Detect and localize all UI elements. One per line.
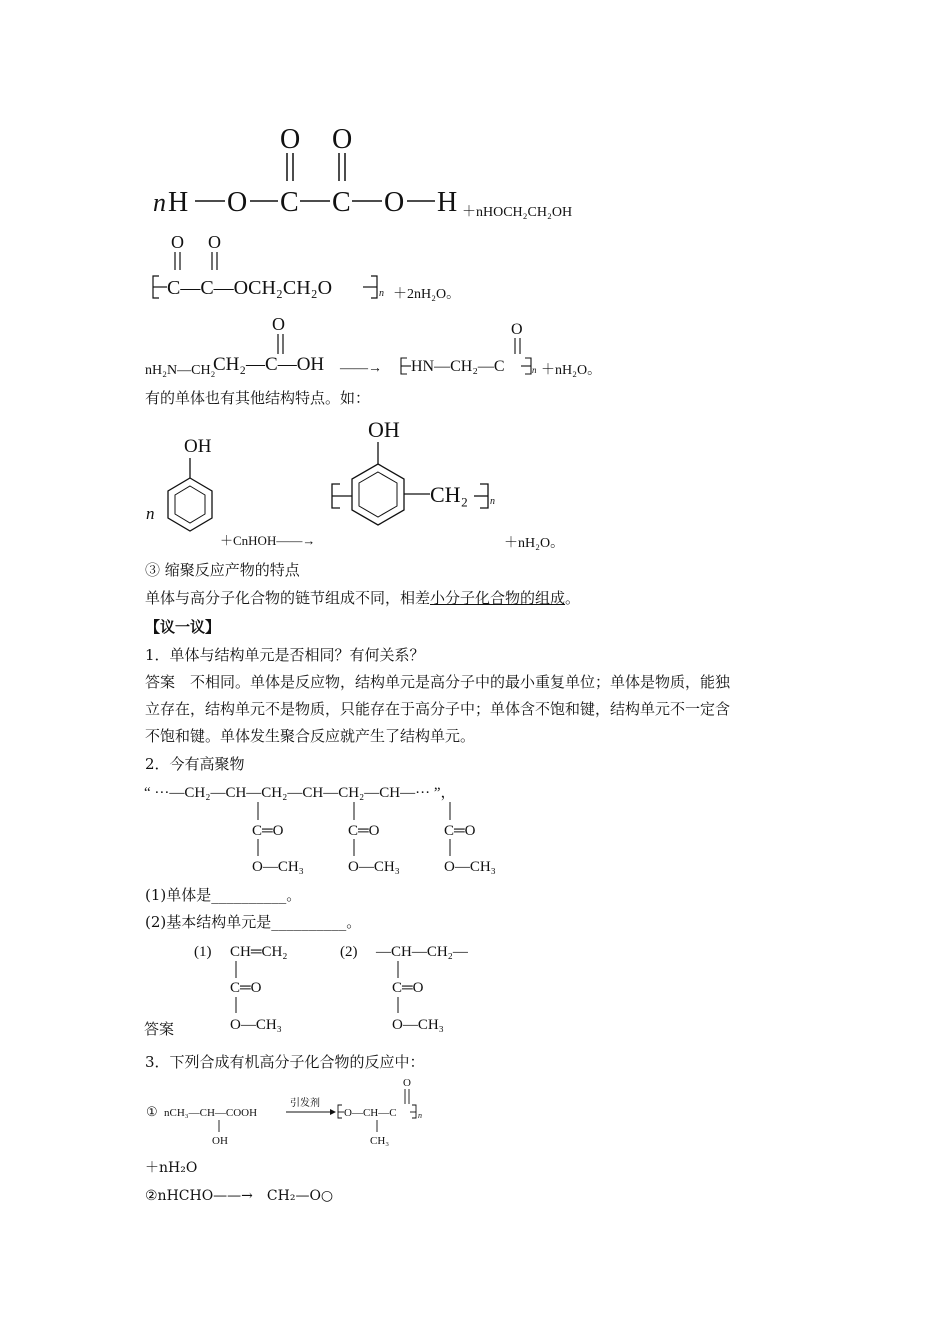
reaction3: [140, 412, 600, 557]
reaction2: [145, 312, 625, 382]
q2-och3-2: O—CH₃: [348, 859, 400, 875]
q3-item2: ②nHCHO——→ CH₂—O○: [145, 1188, 334, 1204]
q2-och3-3: O—CH₃: [444, 859, 496, 875]
reaction1-atom-h1: H: [168, 187, 189, 218]
q2-ans2-co: C═O: [392, 980, 424, 996]
q2-co-2: C═O: [348, 823, 380, 839]
point3-text-underlined: 小分子化合物的组成: [430, 589, 566, 607]
reaction3-ch2: CH₂: [430, 482, 469, 507]
product1-body: C—C—OCH₂CH₂O: [167, 277, 333, 299]
note-other-structures: 有的单体也有其他结构特点。如：: [145, 389, 371, 407]
reaction1-atom-c2: C: [332, 187, 351, 218]
reaction2-product: HN—CH₂—C: [411, 358, 505, 375]
q2-ans1-top: CH═CH₂: [230, 944, 288, 960]
q3-question: 3．下列合成有机高分子化合物的反应中：: [145, 1053, 425, 1071]
q3-item1-lhs: nCH₃—CH—COOH: [164, 1107, 258, 1119]
q2-polymer-chain: “ ···—CH₂—CH—CH₂—CH—CH₂—CH—··· ”，: [144, 785, 456, 801]
q2-polymer: [140, 778, 560, 883]
reaction1-atom-h2: H: [437, 187, 458, 218]
reaction1-atom-o1: O: [227, 187, 248, 218]
reaction1-n: n: [153, 188, 166, 217]
q2-och3-1: O—CH₃: [252, 859, 304, 875]
q3-item1-o: O: [403, 1077, 411, 1089]
point3-text-before: 单体与高分子化合物的链节组成不同，相差: [145, 589, 431, 607]
q3-item1-label: ①: [146, 1104, 158, 1119]
point3-text: [145, 588, 580, 608]
reaction1-carbonyl-o1: O: [280, 124, 301, 155]
q3-item1-tail: ＋nH₂O: [145, 1160, 198, 1176]
reaction3-reagent: ＋CnHOH——→: [220, 533, 316, 548]
q1-question: 1．单体与结构单元是否相同？有何关系？: [145, 646, 425, 664]
q2-answer-label: 答案: [144, 1022, 175, 1038]
q2-co-3: C═O: [444, 823, 476, 839]
reaction2-lhs: nH₂N—CH₂: [145, 363, 216, 378]
product1-n: n: [379, 288, 384, 299]
q3-item1-n: n: [418, 1111, 422, 1120]
q3-item1-catalyst: 引发剂: [290, 1098, 320, 1109]
reaction1-reactants: [150, 120, 630, 230]
reaction3-n: n: [146, 504, 155, 523]
q2-ans2-och3: O—CH₃: [392, 1017, 444, 1033]
q1-answer-line2: 立存在，结构单元不是物质，只能存在于高分子中；单体含不饱和键，结构单元不一定含: [145, 700, 731, 718]
reaction2-carbonyl-o: O: [272, 314, 285, 334]
point3-title: ③ 缩聚反应产物的特点: [145, 561, 300, 579]
reaction2-product-o: O: [511, 321, 523, 338]
q3-item1-oh: OH: [212, 1135, 228, 1147]
q1-answer-line3: 不饱和键。单体发生聚合反应就产生了结构单元。: [145, 727, 476, 745]
product-ring: [352, 464, 404, 525]
reaction3-tail: ＋nH₂O。: [504, 536, 565, 551]
reaction2-tail: ＋nH₂O。: [541, 363, 602, 378]
reaction2-n: n: [532, 365, 537, 375]
reaction3-oh-right: OH: [368, 417, 400, 442]
q3-item1: [140, 1074, 460, 1154]
q3-item1-product: O—CH—C: [344, 1107, 397, 1119]
discuss-header: 【议一议】: [145, 618, 221, 636]
q2-sub1: (1)单体是__________。: [145, 886, 302, 904]
reaction3-oh-left: OH: [184, 436, 212, 457]
q3-item1-ch3: CH₃: [370, 1135, 390, 1147]
q2-ans2-label: (2): [340, 944, 358, 960]
reaction1-product: [145, 228, 485, 308]
reaction3-subscript-n: n: [490, 496, 495, 507]
reaction1-atom-o2: O: [384, 187, 405, 218]
q2-co-1: C═O: [252, 823, 284, 839]
point3-text-after: 。: [565, 589, 581, 607]
q2-ans1-label: (1): [194, 944, 212, 960]
q2-question: 2．今有高聚物: [145, 755, 245, 773]
product1-carbonyl-o2: O: [208, 232, 221, 252]
reaction2-lhs2: CH₂—C—OH: [213, 354, 325, 375]
q1-answer-line1: 答案 不相同。单体是反应物，结构单元是高分子中的最小重复单位；单体是物质，能独: [145, 673, 731, 691]
reaction1-carbonyl-o2: O: [332, 124, 353, 155]
q2-ans1-och3: O—CH₃: [230, 1017, 282, 1033]
q2-sub2: (2)基本结构单元是__________。: [145, 913, 362, 931]
product1-carbonyl-o1: O: [171, 232, 184, 252]
reaction1-atom-c1: C: [280, 187, 299, 218]
q2-ans1-co: C═O: [230, 980, 262, 996]
q2-ans2-top: —CH—CH₂—: [376, 944, 468, 960]
reaction1-reagent: ＋nHOCH₂CH₂OH: [462, 205, 573, 220]
q2-answer: [140, 936, 520, 1036]
product1-tail: ＋2nH₂O。: [393, 287, 461, 302]
reaction2-arrow: ——→: [340, 361, 382, 376]
